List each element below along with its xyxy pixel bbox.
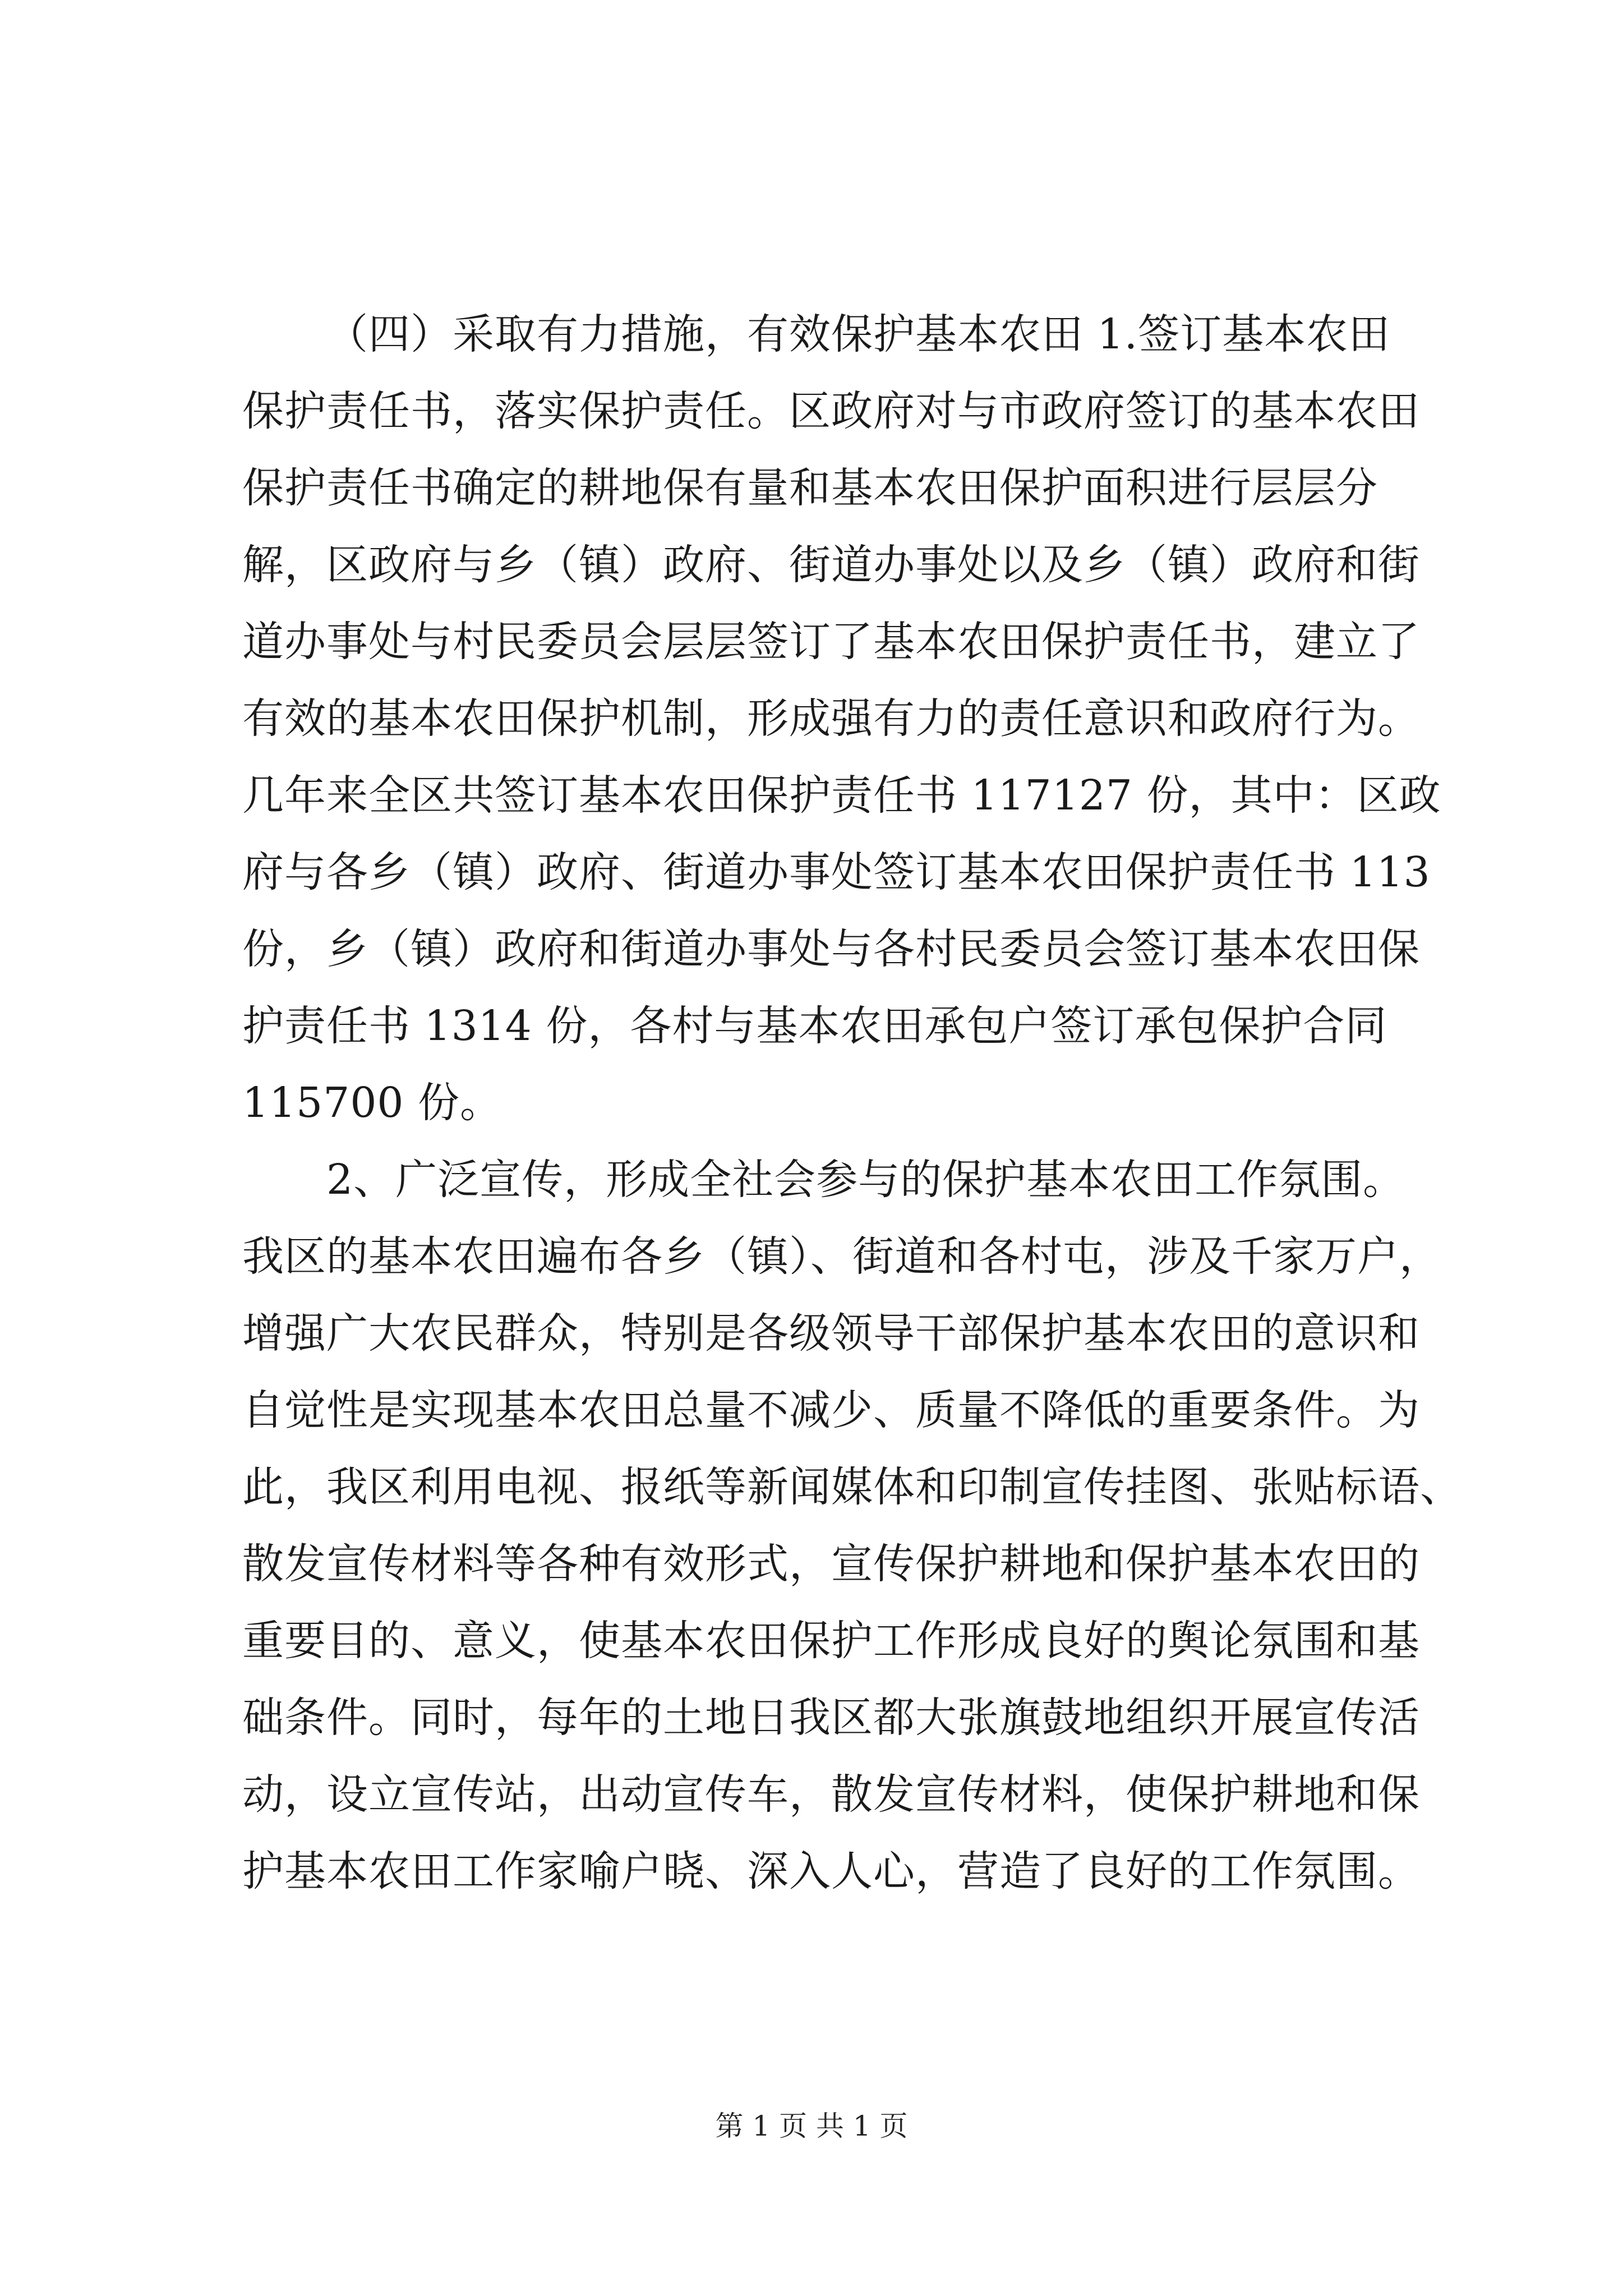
paragraph-line: 动，设立宣传站，出动宣传车，散发宣传材料，使保护耕地和保 bbox=[242, 1770, 1420, 1819]
paragraph-line: 护基本农田工作家喻户晓、深入人心，营造了良好的工作氛围。 bbox=[242, 1847, 1420, 1895]
paragraph-line: 我区的基本农田遍布各乡（镇）、街道和各村屯，涉及千家万户， bbox=[242, 1232, 1441, 1281]
paragraph-line: 保护责任书，落实保护责任。区政府对与市政府签订的基本农田 bbox=[242, 387, 1420, 435]
paragraph-line: 份，乡（镇）政府和街道办事处与各村民委员会签订基本农田保 bbox=[242, 925, 1420, 973]
paragraph-line: 115700 份。 bbox=[242, 1079, 502, 1127]
paragraph-line: 有效的基本农田保护机制，形成强有力的责任意识和政府行为。 bbox=[242, 694, 1420, 743]
paragraph-line: 道办事处与村民委员会层层签订了基本农田保护责任书，建立了 bbox=[242, 618, 1420, 666]
paragraph-line: 此，我区利用电视、报纸等新闻媒体和印制宣传挂图、张贴标语、 bbox=[242, 1463, 1462, 1511]
paragraph-line: 护责任书 1314 份，各村与基本农田承包户签订承包保护合同 bbox=[242, 1002, 1387, 1050]
document-body bbox=[242, 296, 1462, 1910]
paragraph-line: 础条件。同时，每年的土地日我区都大张旗鼓地组织开展宣传活 bbox=[242, 1694, 1420, 1742]
page-footer: 第 1 页 共 1 页 bbox=[715, 2110, 908, 2142]
paragraph-line: 府与各乡（镇）政府、街道办事处签订基本农田保护责任书 113 bbox=[242, 848, 1431, 896]
paragraph-line: （四）采取有力措施，有效保护基本农田 1.签订基本农田 bbox=[326, 310, 1391, 358]
paragraph-line: 散发宣传材料等各种有效形式，宣传保护耕地和保护基本农田的 bbox=[242, 1540, 1420, 1588]
paragraph-line: 重要目的、意义，使基本农田保护工作形成良好的舆论氛围和基 bbox=[242, 1617, 1420, 1665]
paragraph-line: 自觉性是实现基本农田总量不减少、质量不降低的重要条件。为 bbox=[242, 1386, 1420, 1434]
paragraph-line: 增强广大农民群众，特别是各级领导干部保护基本农田的意识和 bbox=[242, 1309, 1420, 1358]
paragraph-line: 保护责任书确定的耕地保有量和基本农田保护面积进行层层分 bbox=[242, 464, 1378, 512]
paragraph-line: 解，区政府与乡（镇）政府、街道办事处以及乡（镇）政府和街 bbox=[242, 541, 1420, 589]
paragraph-line: 几年来全区共签订基本农田保护责任书 117127 份，其中：区政 bbox=[242, 771, 1441, 820]
paragraph-line: 2、广泛宣传，形成全社会参与的保护基本农田工作氛围。 bbox=[326, 1156, 1405, 1204]
